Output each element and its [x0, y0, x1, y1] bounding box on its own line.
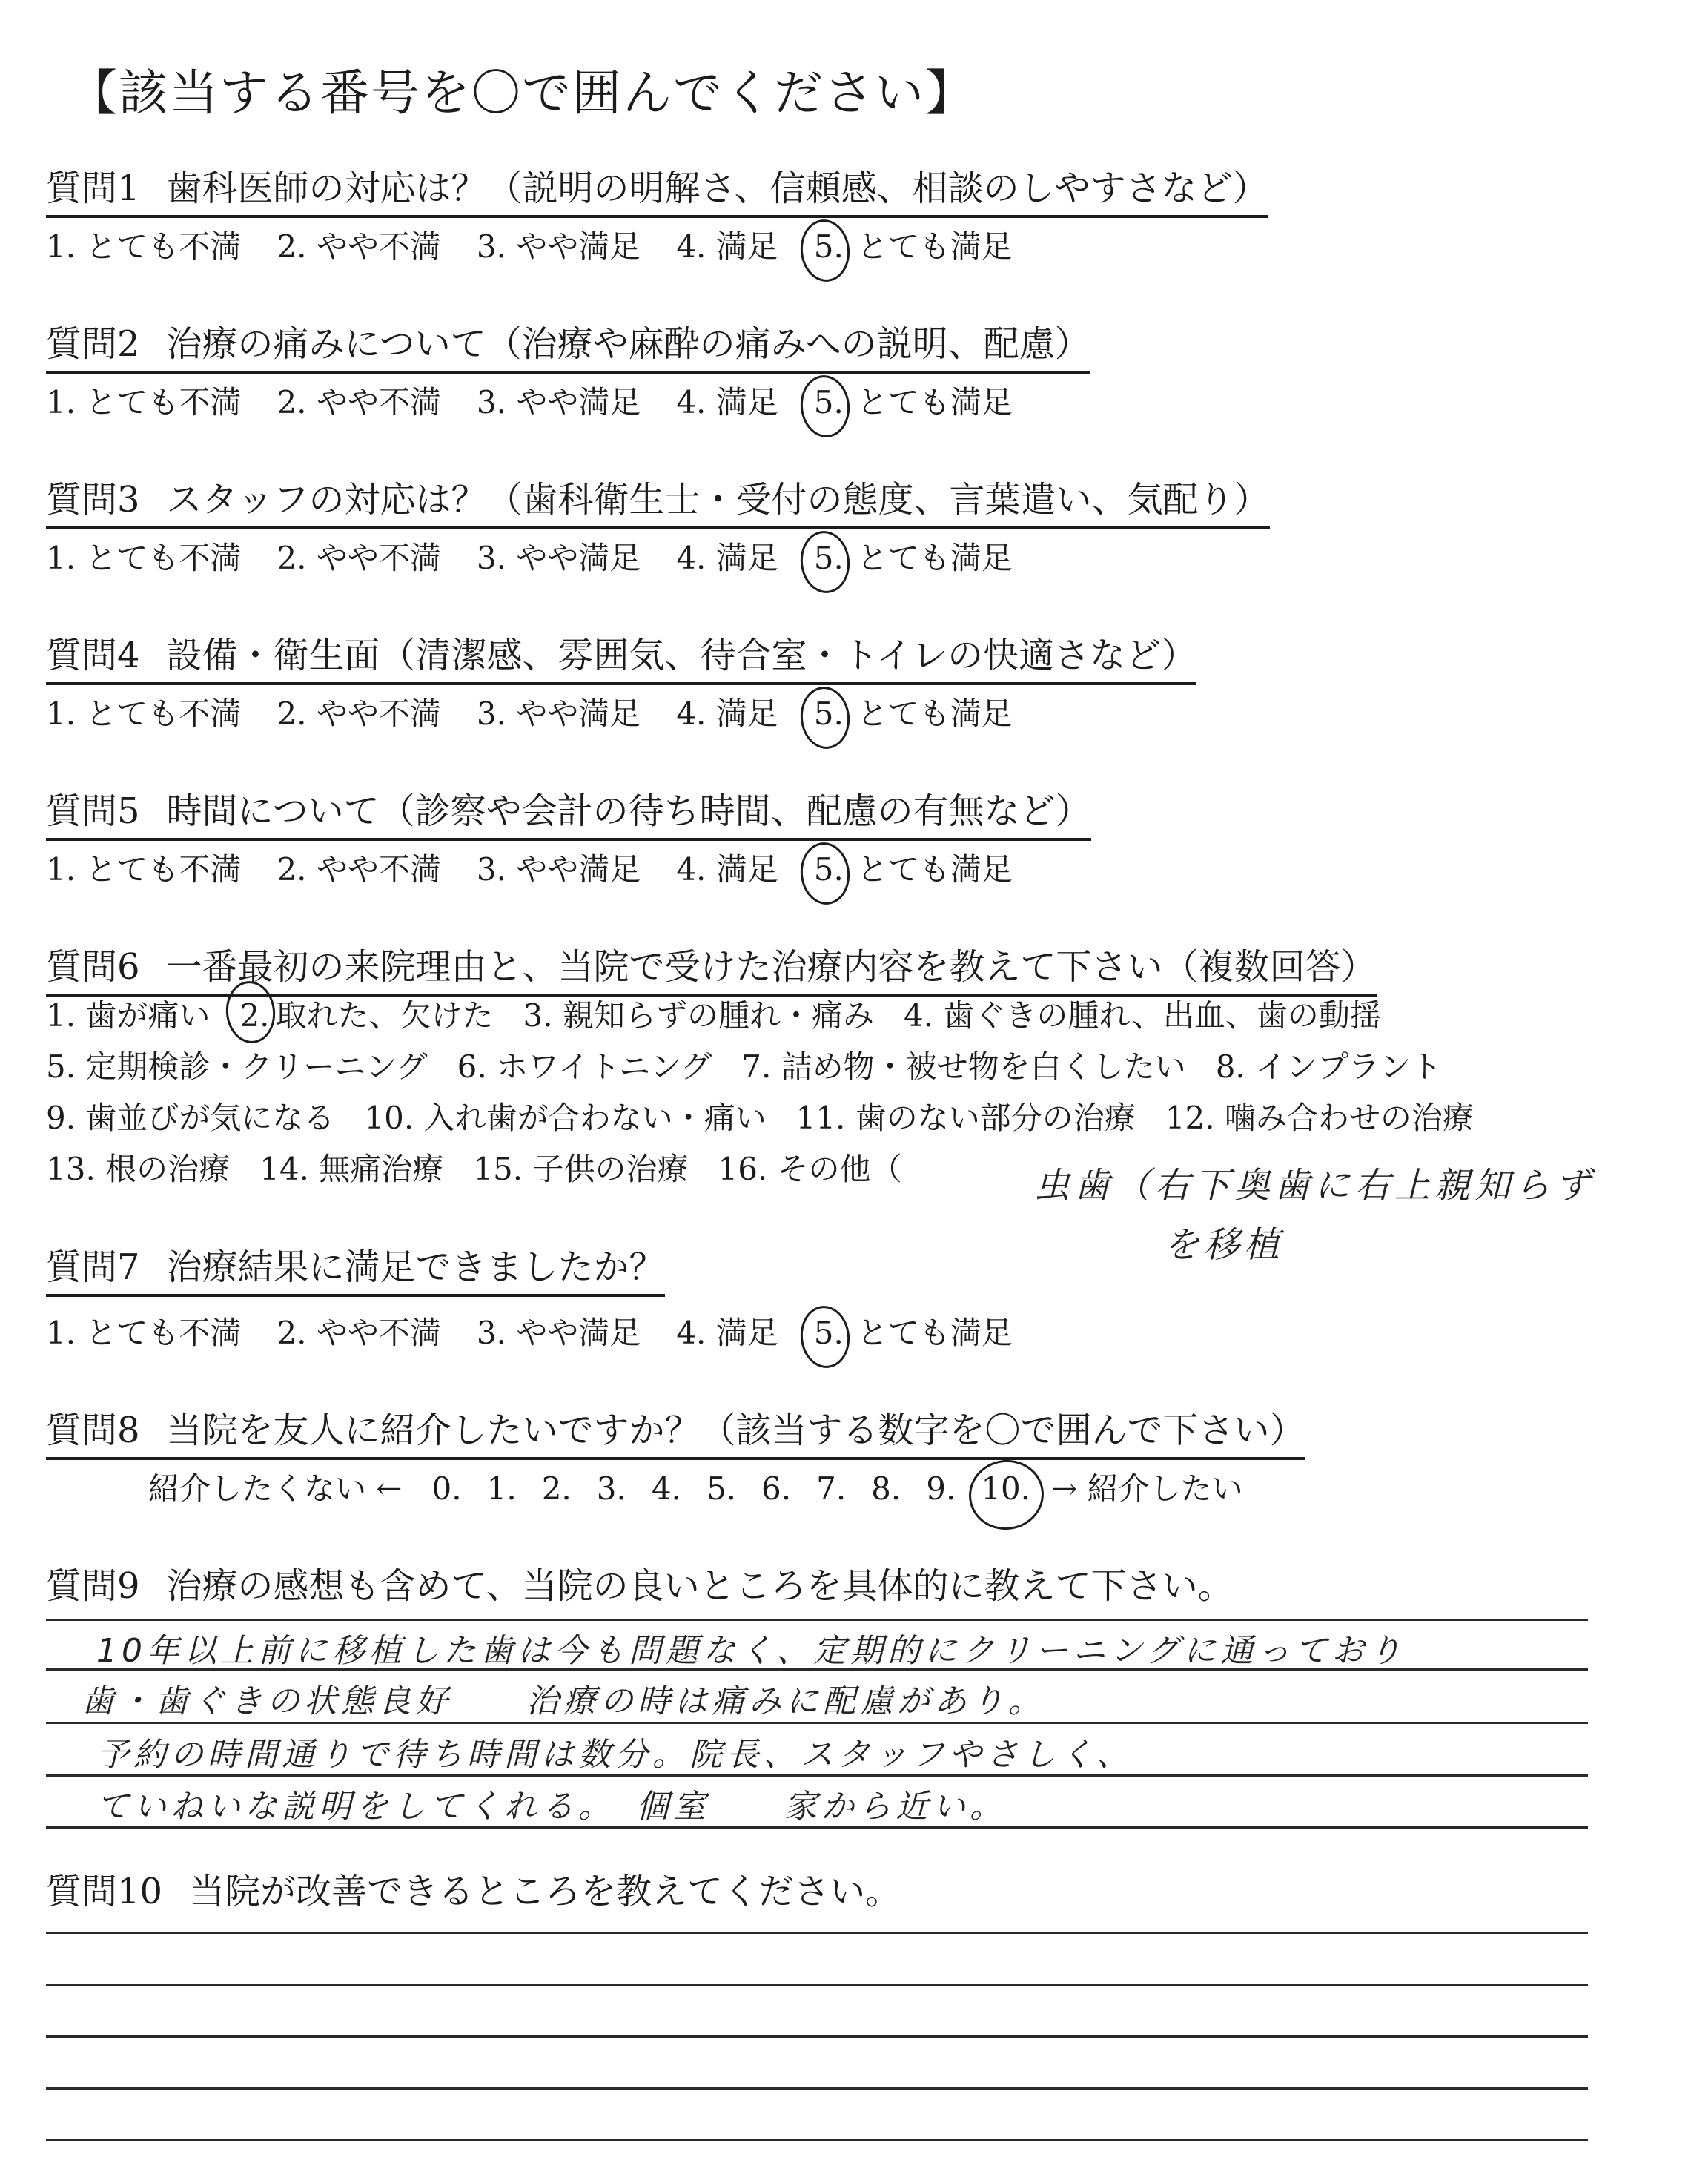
question-10 — [46, 1863, 901, 1918]
option-3[interactable]: 3. やや満足 — [476, 228, 641, 265]
option-5-circled[interactable]: 5. — [813, 540, 844, 576]
question-4 — [46, 627, 1196, 685]
question-9-heading: 質問9 治療の感想も含めて、当院の良いところを具体的に教えて下さい。 — [46, 1565, 1234, 1607]
question-3 — [46, 471, 1270, 529]
question-3-heading: 質問3 スタッフの対応は？（歯科衛生士・受付の態度、言葉遣い、気配り） — [46, 471, 1270, 529]
scale-value-2[interactable]: 2. — [541, 1470, 572, 1507]
option-16[interactable]: 16. その他（ — [718, 1151, 902, 1187]
option-4[interactable]: 4. 満足 — [676, 384, 778, 420]
scale-value-5[interactable]: 5. — [706, 1470, 737, 1507]
question-8-heading: 質問8 当院を友人に紹介したいですか？（該当する数字を〇で囲んで下さい） — [46, 1401, 1305, 1460]
scale-right-label: → 紹介したい — [1051, 1470, 1243, 1507]
option-15[interactable]: 15. 子供の治療 — [473, 1151, 689, 1187]
question-4-options — [46, 690, 1048, 734]
option-5[interactable]: 5. 定期検診・クリーニング — [46, 1048, 428, 1085]
option-5-label: とても満足 — [856, 1315, 1013, 1351]
answer-line — [46, 1722, 1588, 1724]
option-1[interactable]: 1. とても不満 — [46, 1315, 242, 1351]
options-row — [46, 1092, 1503, 1143]
option-2[interactable]: 2. やや不満 — [277, 1315, 441, 1351]
option-1[interactable]: 1. とても不満 — [46, 228, 242, 265]
question-9 — [46, 1557, 1234, 1613]
question-1-options — [46, 222, 1048, 267]
option-12[interactable]: 12. 噛み合わせの治療 — [1165, 1100, 1474, 1136]
scale-value-1[interactable]: 1. — [486, 1470, 517, 1507]
option-4[interactable]: 4. 満足 — [676, 696, 778, 732]
option-2[interactable]: 2. やや不満 — [277, 384, 441, 420]
scale-value-6[interactable]: 6. — [761, 1470, 792, 1507]
option-2[interactable]: 2. やや不満 — [277, 851, 441, 888]
scale-value-8[interactable]: 8. — [871, 1470, 901, 1507]
question-10-heading: 質問10 当院が改善できるところを教えてください。 — [46, 1871, 901, 1912]
q9-answer-line-3: 予約の時間通りで待ち時間は数分。院長、スタッフやさしく、 — [96, 1736, 1134, 1774]
answer-line — [46, 1619, 1588, 1621]
option-2[interactable]: 2. やや不満 — [277, 696, 441, 732]
option-1[interactable]: 1. とても不満 — [46, 696, 242, 732]
options-row — [46, 990, 1503, 1041]
question-2-heading: 質問2 治療の痛みについて（治療や麻酔の痛みへの説明、配慮） — [46, 315, 1090, 374]
question-7 — [46, 1238, 665, 1297]
options-row — [46, 1041, 1503, 1092]
option-14[interactable]: 14. 無痛治療 — [259, 1151, 444, 1187]
option-2-circled[interactable]: 2. — [239, 990, 269, 1041]
option-2-label: 取れた、欠けた — [275, 997, 494, 1034]
option-5-circled[interactable]: 5. — [813, 228, 844, 265]
q9-answer-line-1: 10年以上前に移植した歯は今も問題なく、定期的にクリーニングに通っており — [96, 1632, 1406, 1670]
scale-value-0[interactable]: 0. — [431, 1470, 462, 1507]
option-5-label: とても満足 — [856, 228, 1013, 265]
option-3[interactable]: 3. やや満足 — [476, 1315, 641, 1351]
question-7-options — [46, 1309, 1048, 1353]
option-2[interactable]: 2. やや不満 — [277, 228, 441, 265]
question-8-scale — [148, 1464, 1268, 1509]
option-5-label: とても満足 — [856, 851, 1013, 888]
page-title: 【該当する番号を〇で囲んでください】 — [68, 65, 976, 122]
option-5-label: とても満足 — [856, 384, 1013, 420]
scale-value-7[interactable]: 7. — [816, 1470, 847, 1507]
q9-answer-line-4: ていねいな説明をしてくれる。 個室 家から近い。 — [96, 1788, 1007, 1826]
option-4[interactable]: 4. 歯ぐきの腫れ、出血、歯の動揺 — [903, 997, 1381, 1034]
option-5-circled[interactable]: 5. — [813, 384, 844, 420]
question-2 — [46, 315, 1090, 374]
option-13[interactable]: 13. 根の治療 — [46, 1151, 231, 1187]
option-4[interactable]: 4. 満足 — [676, 540, 778, 576]
answer-line — [46, 1984, 1588, 1986]
scale-value-9[interactable]: 9. — [926, 1470, 956, 1507]
other-handwritten-line-1: 虫歯（右下奥歯に右上親知らず — [1034, 1165, 1595, 1206]
answer-line — [46, 1668, 1588, 1671]
question-3-options — [46, 534, 1048, 578]
question-7-heading: 質問7 治療結果に満足できましたか？ — [46, 1238, 665, 1297]
scale-value-4[interactable]: 4. — [651, 1470, 681, 1507]
option-1[interactable]: 1. とても不満 — [46, 384, 242, 420]
other-handwritten-line-2: を移植 — [1164, 1224, 1285, 1266]
scale-value-10-circled[interactable]: 10. — [981, 1470, 1031, 1507]
option-5-circled[interactable]: 5. — [813, 696, 844, 732]
option-1[interactable]: 1. とても不満 — [46, 540, 242, 576]
question-5 — [46, 782, 1091, 841]
option-3[interactable]: 3. やや満足 — [476, 696, 641, 732]
question-5-heading: 質問5 時間について（診察や会計の待ち時間、配慮の有無など） — [46, 782, 1091, 841]
answer-line — [46, 2087, 1588, 2090]
option-5-label: とても満足 — [856, 696, 1013, 732]
scale-left-label: 紹介したくない ← — [148, 1470, 403, 1507]
answer-line — [46, 2035, 1588, 2038]
question-1 — [46, 159, 1268, 218]
option-3[interactable]: 3. 親知らずの腫れ・痛み — [523, 997, 874, 1034]
option-5-circled[interactable]: 5. — [813, 851, 844, 888]
option-5-circled[interactable]: 5. — [813, 1315, 844, 1351]
answer-line — [46, 1774, 1588, 1777]
option-8[interactable]: 8. インプラント — [1215, 1048, 1443, 1085]
question-2-options — [46, 378, 1048, 423]
option-3[interactable]: 3. やや満足 — [476, 540, 641, 576]
option-11[interactable]: 11. 歯のない部分の治療 — [795, 1100, 1136, 1136]
option-2[interactable]: 2. やや不満 — [277, 540, 441, 576]
option-4[interactable]: 4. 満足 — [676, 851, 778, 888]
option-4[interactable]: 4. 満足 — [676, 228, 778, 265]
question-4-heading: 質問4 設備・衛生面（清潔感、雰囲気、待合室・トイレの快適さなど） — [46, 627, 1196, 685]
answer-line — [46, 1932, 1588, 1934]
option-3[interactable]: 3. やや満足 — [476, 851, 641, 888]
question-1-heading: 質問1 歯科医師の対応は？（説明の明解さ、信頼感、相談のしやすさなど） — [46, 159, 1268, 218]
q9-answer-line-2: 歯・歯ぐきの状態良好 治療の時は痛みに配慮があり。 — [82, 1682, 1045, 1720]
option-6[interactable]: 6. ホワイトニング — [457, 1048, 712, 1085]
question-6-heading: 質問6 一番最初の来院理由と、当院で受けた治療内容を教えて下さい（複数回答） — [46, 938, 1377, 997]
question-5-options — [46, 845, 1048, 890]
question-8 — [46, 1401, 1305, 1460]
option-1[interactable]: 1. とても不満 — [46, 851, 242, 888]
option-3[interactable]: 3. やや満足 — [476, 384, 641, 420]
option-1[interactable]: 1. 歯が痛い — [46, 997, 211, 1034]
answer-line — [46, 1826, 1588, 1829]
option-7[interactable]: 7. 詰め物・被せ物を白くしたい — [741, 1048, 1186, 1085]
option-5-label: とても満足 — [856, 540, 1013, 576]
scale-value-3[interactable]: 3. — [596, 1470, 626, 1507]
option-4[interactable]: 4. 満足 — [676, 1315, 778, 1351]
answer-line — [46, 2139, 1588, 2141]
option-10[interactable]: 10. 入れ歯が合わない・痛い — [364, 1100, 767, 1136]
option-9[interactable]: 9. 歯並びが気になる — [46, 1100, 335, 1136]
